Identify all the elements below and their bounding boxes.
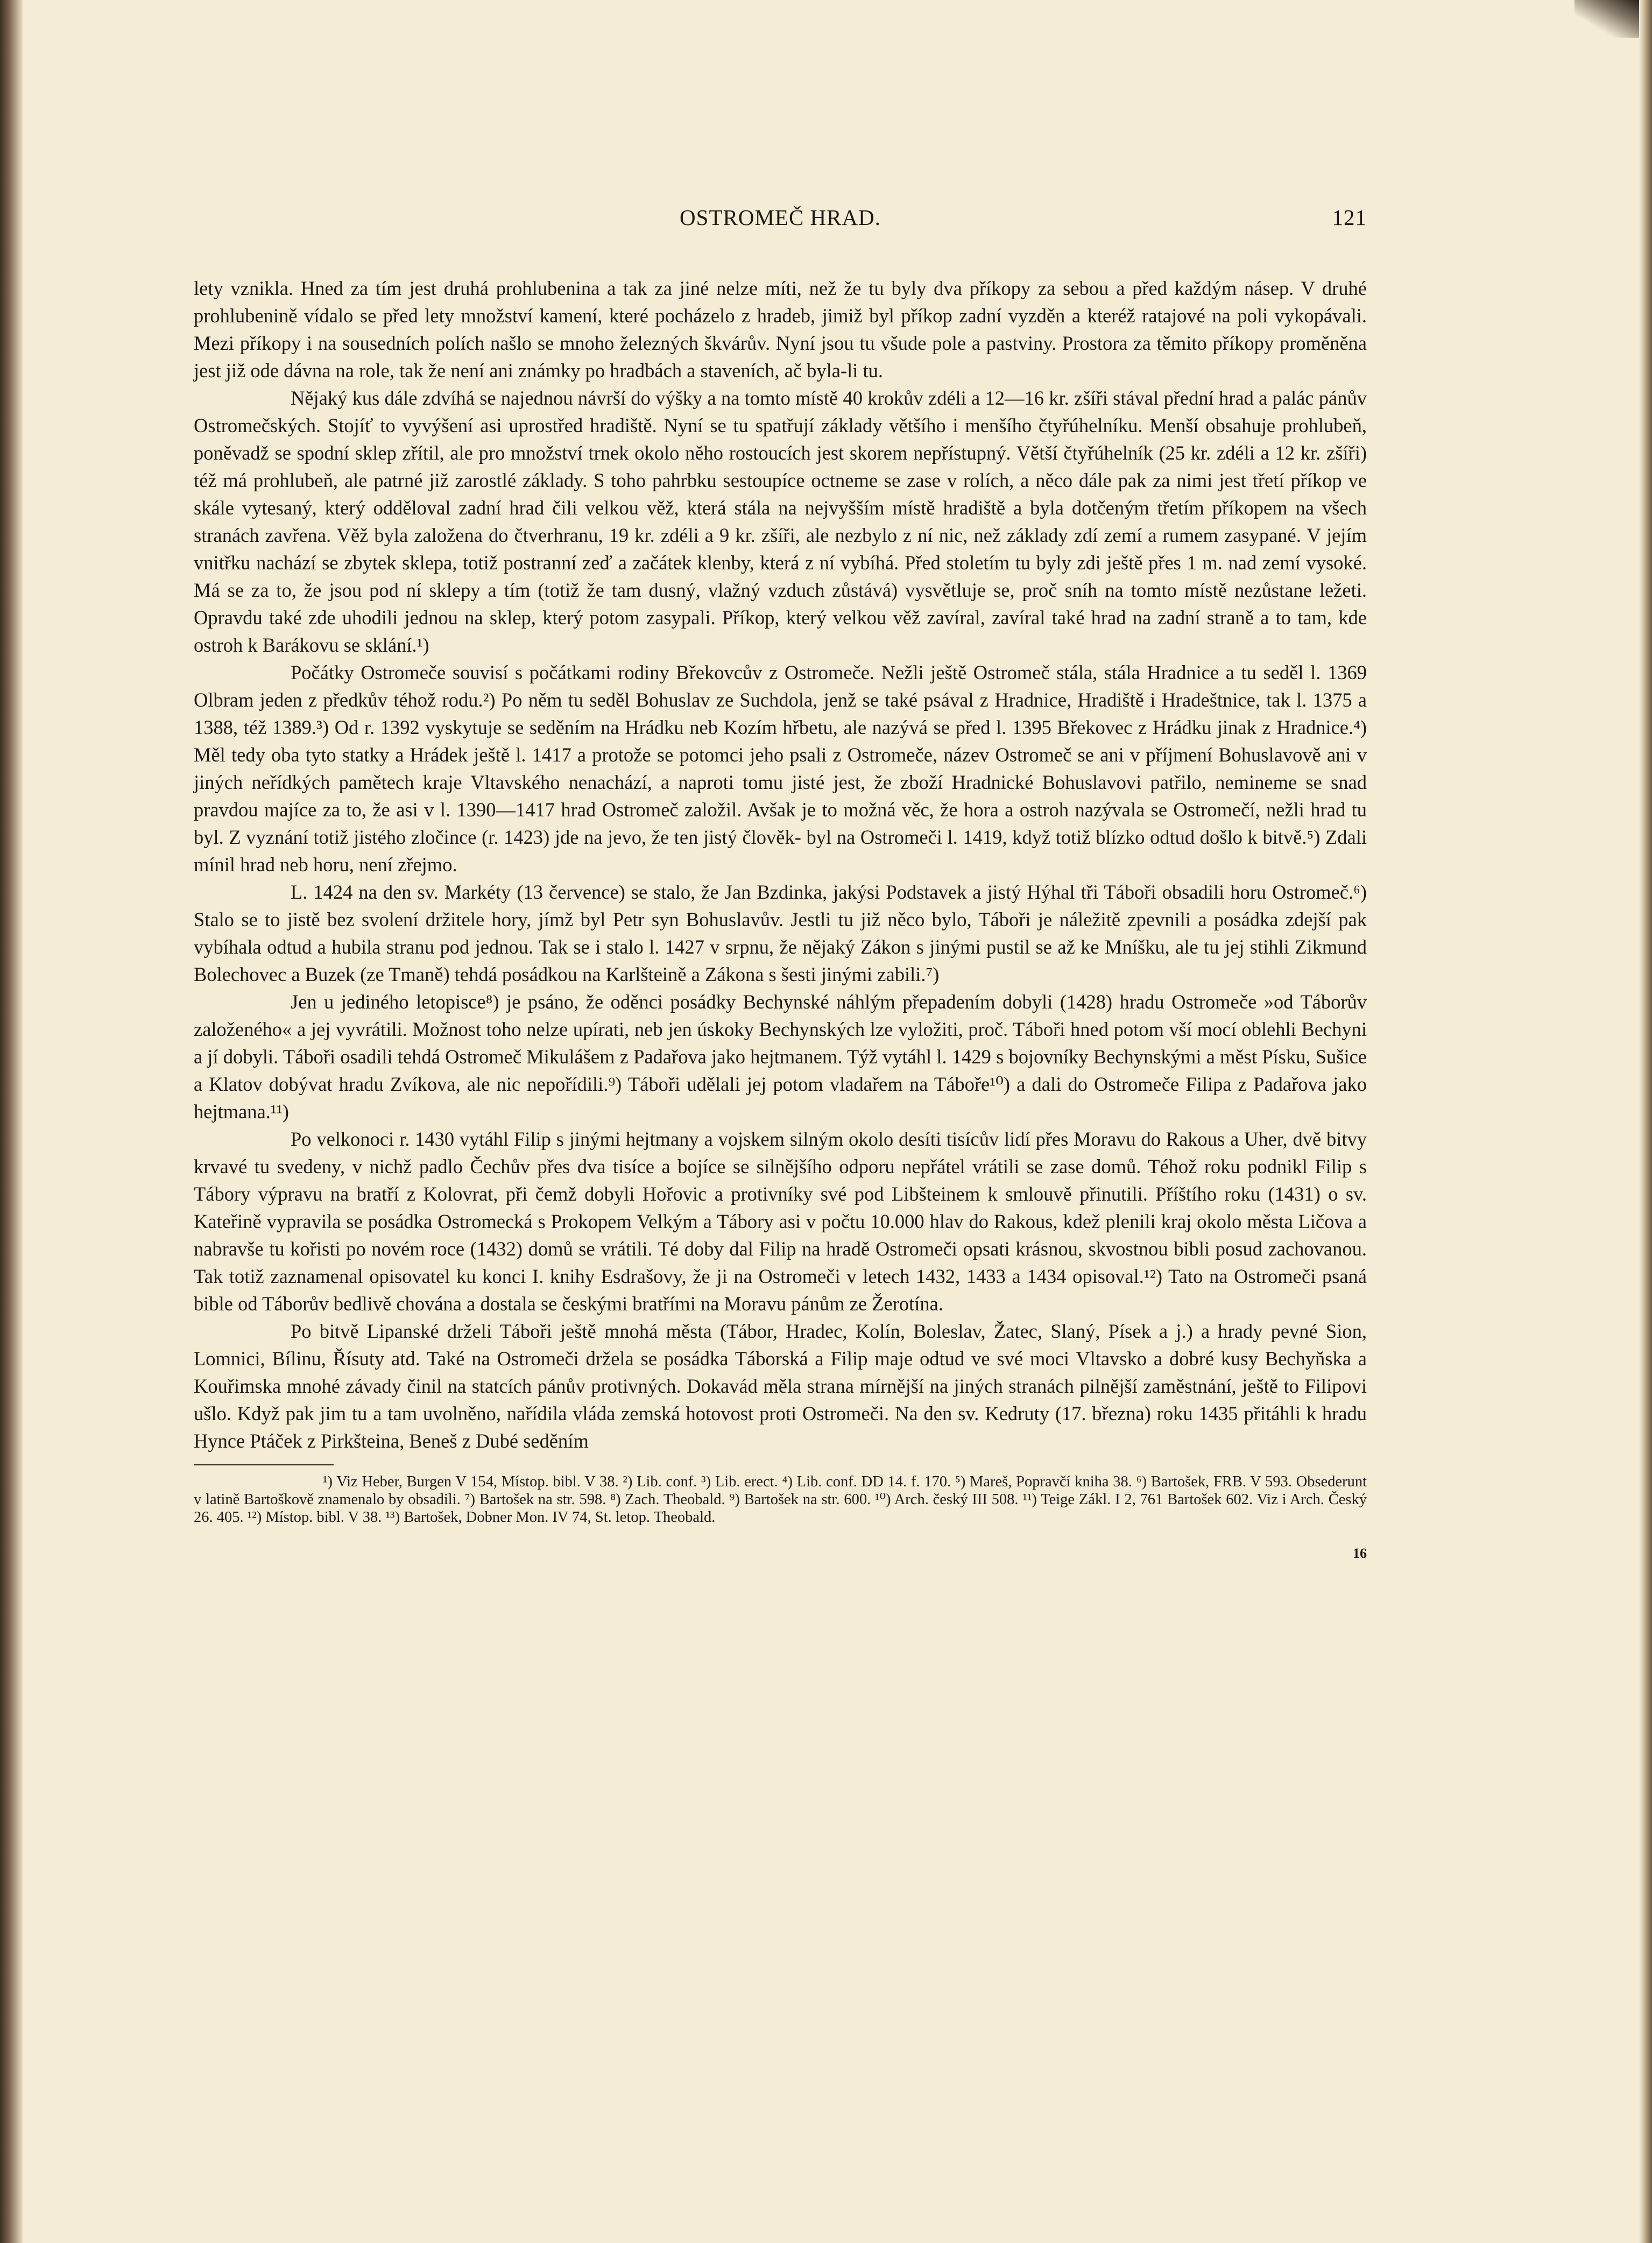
- page-title: OSTROMEČ HRAD.: [680, 205, 881, 230]
- page-corner-shadow: [1575, 0, 1639, 38]
- paragraph-1: lety vznikla. Hned za tím jest druhá prohlubenina a tak za jiné nelze míti, než že tu byly dva příkopy za sebou a před každým násep. V druhé prohlubenině vídalo se před lety množství kamení, které pocházelo z hradeb, jimiž byl příkop zadní vyzděn a kteréž ratajové na poli vykopávali. Mezi příkopy i na sousedních polích našlo se mnoho železných škvárův. Nyní jsou tu všude pole a pastviny. Prostora za těmito příkopy proměněna jest již ode dávna na role, tak že není ani známky po hradbách a staveních, ač byla-li tu.: [194, 277, 1367, 382]
- page-number: 121: [1332, 205, 1367, 230]
- paragraph-4: L. 1424 na den sv. Markéty (13 července) se stalo, že Jan Bzdinka, jakýsi Podstavek a jistý Hýhal tři Táboři obsadili horu Ostromeč.⁶) Stalo se to jistě bez svolení držitele hory, jímž byl Petr syn Bohuslavův. Jestli tu již něco bylo, Táboři je náležitě zpevnili a posádka zdejší pak vybíhala odtud a hubila stranu pod jednou. Tak se i stalo l. 1427 v srpnu, že nějaký Zákon s jinými pustil se až ke Mníšku, ale tu jej stihli Zikmund Bolechovec a Buzek (ze Tmaně) tehdá posádkou na Karlšteině a Zákona s šesti jinými zabili.⁷): [194, 881, 1367, 985]
- paragraph-7: Po bitvě Lipanské drželi Táboři ještě mnohá města (Tábor, Hradec, Kolín, Boleslav, Žatec, Slaný, Písek a j.) a hrady pevné Sion, Lomnici, Bílinu, Řísuty atd. Také na Ostromeči držela se posádka Táborská a Filip maje odtud ve své moci Vltavsko a dobré kusy Bechyňska a Kouřimska mnohé závady činil na statcích pánův protivných. Dokavád měla strana mírnější na jiných stranách pilnější zaměstnání, ještě to Filipovi ušlo. Když pak jim tu a tam uvolněno, nařídila vláda zemská hotovost proti Ostromeči. Na den sv. Kedruty (17. března) roku 1435 přitáhli k hradu Hynce Ptáček z Pirkšteina, Beneš z Dubé seděním: [194, 1320, 1367, 1452]
- footnotes: [194, 1473, 1367, 1526]
- paragraph-5: Jen u jediného letopisce⁸) je psáno, že oděnci posádky Bechynské náhlým přepadením dobyli (1428) hradu Ostromeče »od Táborův založeného« a jej vyvrátili. Možnost toho nelze upírati, neb jen úskoky Bechynských lze vyložiti, proč. Táboři hned potom vší mocí oblehli Bechyni a jí dobyli. Táboři osadili tehdá Ostromeč Mikulášem z Padařova jako hejtmanem. Týž vytáhl l. 1429 s bojovníky Bechynskými a měst Písku, Sušice a Klatov dobývat hradu Zvíkova, ale nic nepořídili.⁹) Táboři udělali jej potom vladařem na Táboře¹⁰) a dali do Ostromeče Filipa z Padařova jako hejtmana.¹¹): [194, 991, 1367, 1123]
- paragraph-3: Počátky Ostromeče souvisí s počátkami rodiny Břekovcův z Ostromeče. Nežli ještě Ostromeč stála, stála Hradnice a tu seděl l. 1369 Olbram jeden z předkův téhož rodu.²) Po něm tu seděl Bohuslav ze Suchdola, jenž se také psával z Hradnice, Hradiště i Hradeštnice, tak l. 1375 a 1388, též 1389.³) Od r. 1392 vyskytuje se seděním na Hrádku neb Kozím hřbetu, ale nazývá se před l. 1395 Břekovec z Hrádku jinak z Hradnice.⁴) Měl tedy oba tyto statky a Hrádek ještě l. 1417 a protože se potomci jeho psali z Ostromeče, název Ostromeč se ani v příjmení Bohuslavově ani v jiných neřídkých pamětech kraje Vltavského nenachází, a naproti tomu jisté jest, že zboží Hradnické Bohuslavovi patřilo, nemineme se snad pravdou majíce za to, že asi v l. 1390—1417 hrad Ostromeč založil. Avšak je to možná věc, že hora a ostroh nazývala se Ostromečí, nežli hrad tu byl. Z vyznání totiž jistého zločince (r. 1423) jde na jevo, že ten jistý člověk- byl na Ostromeči l. 1419, když totiž blízko odtud došlo k bitvě.⁵) Zdali mínil hrad neb horu, není zřejmo.: [194, 661, 1367, 876]
- page-edge-shadow: [1639, 0, 1652, 2243]
- footnote-rule: [194, 1464, 334, 1465]
- book-gutter-shadow: [0, 0, 23, 2243]
- paragraph-6: Po velkonoci r. 1430 vytáhl Filip s jinými hejtmany a vojskem silným okolo desíti tisícův lidí přes Moravu do Rakous a Uher, dvě bitvy krvavé tu svedeny, v nichž padlo Čechův přes dva tisíce a bojíce se silnějšího odporu nepřátel vrátili se zase domů. Téhož roku podnikl Filip s Tábory výpravu na bratří z Kolovrat, při čemž dobyli Hořovic a protivníky své pod Libšteinem k smlouvě přinutili. Příštího roku (1431) o sv. Kateřině vypravila se posádka Ostromecká s Prokopem Velkým a Tábory asi v počtu 10.000 hlav do Rakous, kdež plenili kraj okolo města Ličova a nabravše tu kořisti po novém roce (1432) domů se vrátili. Té doby dal Filip na hradě Ostromeči opsati krásnou, skvostnou bibli posud zachovanou. Tak totiž zaznamenal opisovatel ku konci I. knihy Esdrašovy, že ji na Ostromeči v letech 1432, 1433 a 1434 opisoval.¹²) Tato na Ostromeči psaná bible od Táborův bedlivě chována a dostala se českými bratřími na Moravu pánům ze Žerotína.: [194, 1128, 1367, 1315]
- footnote-block: ¹) Viz Heber, Burgen V 154, Místop. bibl. V 38. ²) Lib. conf. ³) Lib. erect. ⁴) Lib. conf. DD 14. f. 170. ⁵) Mareš, Popravčí kniha 38. ⁶) Bartošek, FRB. V 593. Obsederunt v latině Bartoškově znamenalo by obsadili. ⁷) Bartošek na str. 598. ⁸) Zach. Theobald. ⁹) Bartošek na str. 600. ¹⁰) Arch. český III 508. ¹¹) Teige Zákl. I 2, 761 Bartošek 602. Viz i Arch. Český 26. 405. ¹²) Místop. bibl. V 38. ¹³) Bartošek, Dobner Mon. IV 74, St. letop. Theobald.: [194, 1473, 1367, 1526]
- printer-signature: 16: [1353, 1546, 1367, 1561]
- running-head: [194, 204, 1367, 248]
- book-page: [194, 204, 1367, 1562]
- body-text: [194, 274, 1367, 1455]
- paragraph-2: Nějaký kus dále zdvíhá se najednou návrší do výšky a na tomto místě 40 krokův zdéli a 12—16 kr. zšíři stával přední hrad a palác pánův Ostromečských. Stojíť to vyvýšení asi uprostřed hradiště. Nyní se tu spatřují základy většího i menšího čtyřúhelníku. Menší obsahuje prohlubeň, poněvadž se spodní sklep zřítil, ale pro množství trnek okolo něho rostoucích jest skorem nepřístupný. Větší čtyřúhelník (25 kr. zdéli a 12 kr. zšíři) též má prohlubeň, ale patrné již zarostlé základy. S toho pahrbku sestoupíce octneme se zase v rolích, a něco dále pak za nimi jest třetí příkop ve skále vytesaný, který odděloval zadní hrad čili velkou věž, která stála na nejvyšším místě hradiště a byla dotčeným třetím příkopem na všech stranách zavřena. Věž byla založena do čtverhranu, 19 kr. zdéli a 9 kr. zšíři, ale nezbylo z ní nic, než základy zdí zemí a rumem zasypané. V jejím vnitřku nachází se zbytek sklepa, totiž postranní zeď a začátek klenby, která z ní vybíhá. Před stoletím tu byly zdi ještě přes 1 m. nad zemí vysoké. Má se za to, že jsou pod ní sklepy a tím (totiž že tam dusný, vlažný vzduch zůstává) vysvětluje se, proč sníh na tomto místě nezůstane ležeti. Opravdu také zde uhodili jednou na sklep, který potom zasypali. Příkop, který velkou věž zavíral, zavíral také hrad na zadní straně a to tam, kde ostroh k Barákovu se sklání.¹): [194, 387, 1367, 656]
